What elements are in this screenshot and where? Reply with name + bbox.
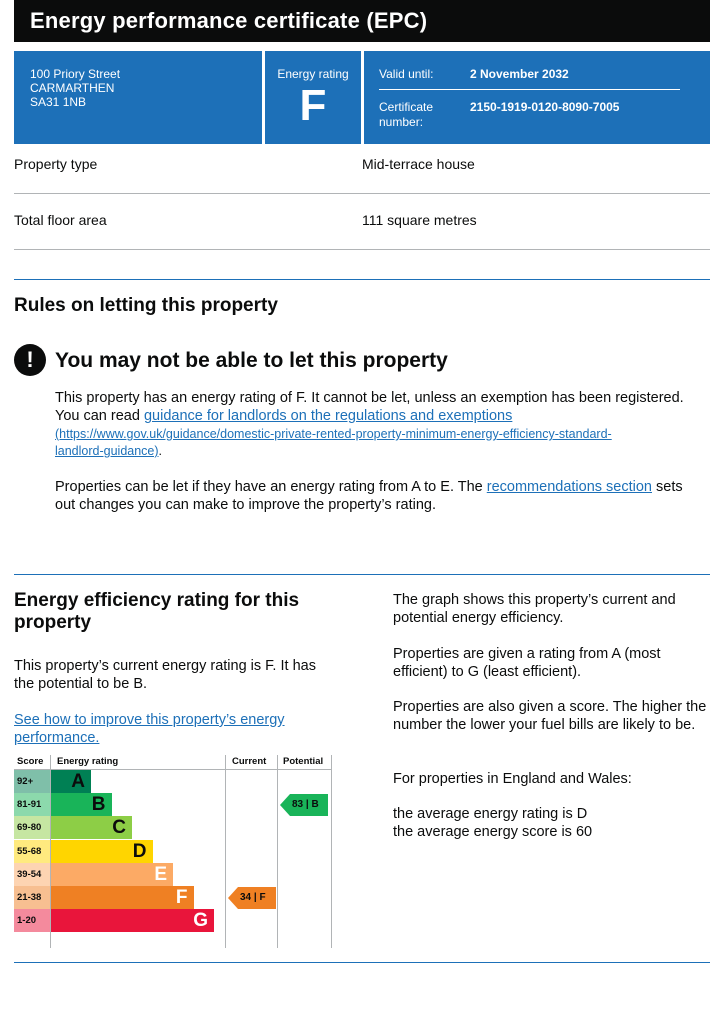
improve-link[interactable]: See how to improve this property’s energy performance.	[14, 712, 285, 746]
address-line-1: 100 Priory Street	[30, 67, 121, 81]
warning-title: You may not be able to let this property	[55, 349, 448, 372]
address-block	[14, 51, 262, 144]
property-type-label: Property type	[14, 156, 98, 172]
energy-rating-label: Energy rating	[277, 67, 349, 81]
rating-band-letter: C	[112, 817, 126, 839]
divider	[14, 193, 710, 194]
side-paragraph-4: For properties in England and Wales:	[393, 771, 632, 787]
recommendations-link[interactable]: recommendations section	[486, 479, 652, 495]
epc-rating-chart	[14, 755, 332, 948]
energy-rating-header: Energy rating	[57, 756, 119, 767]
average-rating-text: the average energy rating is D	[393, 806, 588, 822]
efficiency-heading: Energy efficiency rating for this property	[14, 590, 300, 633]
current-rating-marker	[228, 887, 276, 909]
guidance-link[interactable]: guidance for landlords on the regulations and exemptions	[143, 408, 513, 424]
score-header: Score	[17, 756, 44, 767]
valid-until-label: Valid until:	[379, 67, 434, 81]
address-line-2: CARMARTHEN	[30, 81, 115, 95]
guidance-url-link-2[interactable]: landlord-guidance)	[55, 444, 159, 458]
rating-band-f	[51, 886, 194, 909]
certificate-number-value: 2150-1919-0120-8090-7005	[470, 100, 620, 114]
side-paragraph-2: Properties are given a rating from A (most efficient) to G (least efficient).	[393, 646, 661, 680]
letting-text-2-end: sets out changes you can make to improve the property’s rating.	[55, 479, 683, 513]
potential-rating-label: 83 | B	[292, 798, 319, 810]
page-title: Energy performance certificate (EPC)	[30, 8, 428, 33]
summary-panel	[14, 51, 710, 144]
rating-band-letter: F	[175, 887, 188, 908]
letting-text: This property has an energy rating of F. It cannot be let, unless an exemption has been registered. You can read	[55, 390, 684, 424]
letting-paragraph-1	[55, 389, 695, 425]
score-cell-c: 69-80	[14, 816, 50, 839]
floor-area-value: 111 square metres	[362, 212, 477, 228]
score-cell-e: 39-54	[14, 863, 50, 886]
rating-band-d	[51, 840, 153, 863]
score-cell-b: 81-91	[14, 793, 50, 816]
potential-rating-marker	[280, 794, 328, 816]
rating-band-letter: E	[154, 863, 167, 885]
title-bar	[14, 0, 710, 42]
rating-band-letter: G	[193, 910, 208, 932]
chart-column-line	[225, 755, 226, 948]
score-cell-f: 21-38	[14, 886, 50, 909]
current-rating-label: 34 | F	[240, 891, 266, 903]
score-cell-g: 1-20	[14, 909, 50, 932]
rating-band-e	[51, 863, 173, 886]
letting-paragraph-2	[55, 478, 705, 514]
valid-until-value: 2 November 2032	[470, 67, 569, 81]
chart-column-line	[277, 755, 278, 948]
divider	[14, 249, 710, 250]
certificate-info	[364, 51, 710, 144]
score-cell-d: 55-68	[14, 840, 50, 863]
address-line-3: SA31 1NB	[30, 95, 87, 109]
energy-rating-letter: F	[299, 81, 327, 130]
rating-band-g	[51, 909, 214, 932]
side-paragraph-3: Properties are also given a score. The higher the number the lower your fuel bills are likely to be.	[393, 699, 707, 733]
current-rating-text: This property’s current energy rating is F. It has the potential to be B.	[14, 658, 316, 692]
rating-band-a	[51, 770, 91, 793]
rating-band-b	[51, 793, 112, 816]
property-type-value: Mid-terrace house	[362, 156, 475, 172]
warning-icon: !	[14, 344, 46, 376]
chart-column-line	[331, 755, 332, 948]
current-header: Current	[232, 756, 267, 767]
guidance-url	[55, 426, 715, 460]
certificate-number-label: Certificate number:	[379, 100, 434, 129]
rating-band-c	[51, 816, 132, 839]
section-divider	[14, 279, 710, 280]
energy-rating-block	[265, 51, 361, 144]
floor-area-label: Total floor area	[14, 212, 107, 228]
guidance-url-link-1[interactable]: (https://www.gov.uk/guidance/domestic-private-rented-property-minimum-energy-efficiency-standard-	[55, 427, 612, 441]
section-divider	[14, 574, 710, 575]
section-divider	[14, 962, 710, 963]
score-cell-a: 92+	[14, 770, 50, 793]
side-paragraph-1: The graph shows this property’s current and potential energy efficiency.	[393, 592, 676, 626]
period: .	[158, 444, 163, 458]
letting-text-2: Properties can be let if they have an energy rating from A to E. The	[55, 479, 487, 495]
divider	[379, 89, 680, 90]
letting-heading: Rules on letting this property	[14, 295, 278, 316]
rating-band-letter: D	[132, 840, 147, 862]
rating-band-letter: A	[71, 771, 85, 792]
rating-band-letter: B	[91, 794, 106, 816]
average-score-text: the average energy score is 60	[393, 824, 593, 840]
potential-header: Potential	[283, 756, 324, 767]
